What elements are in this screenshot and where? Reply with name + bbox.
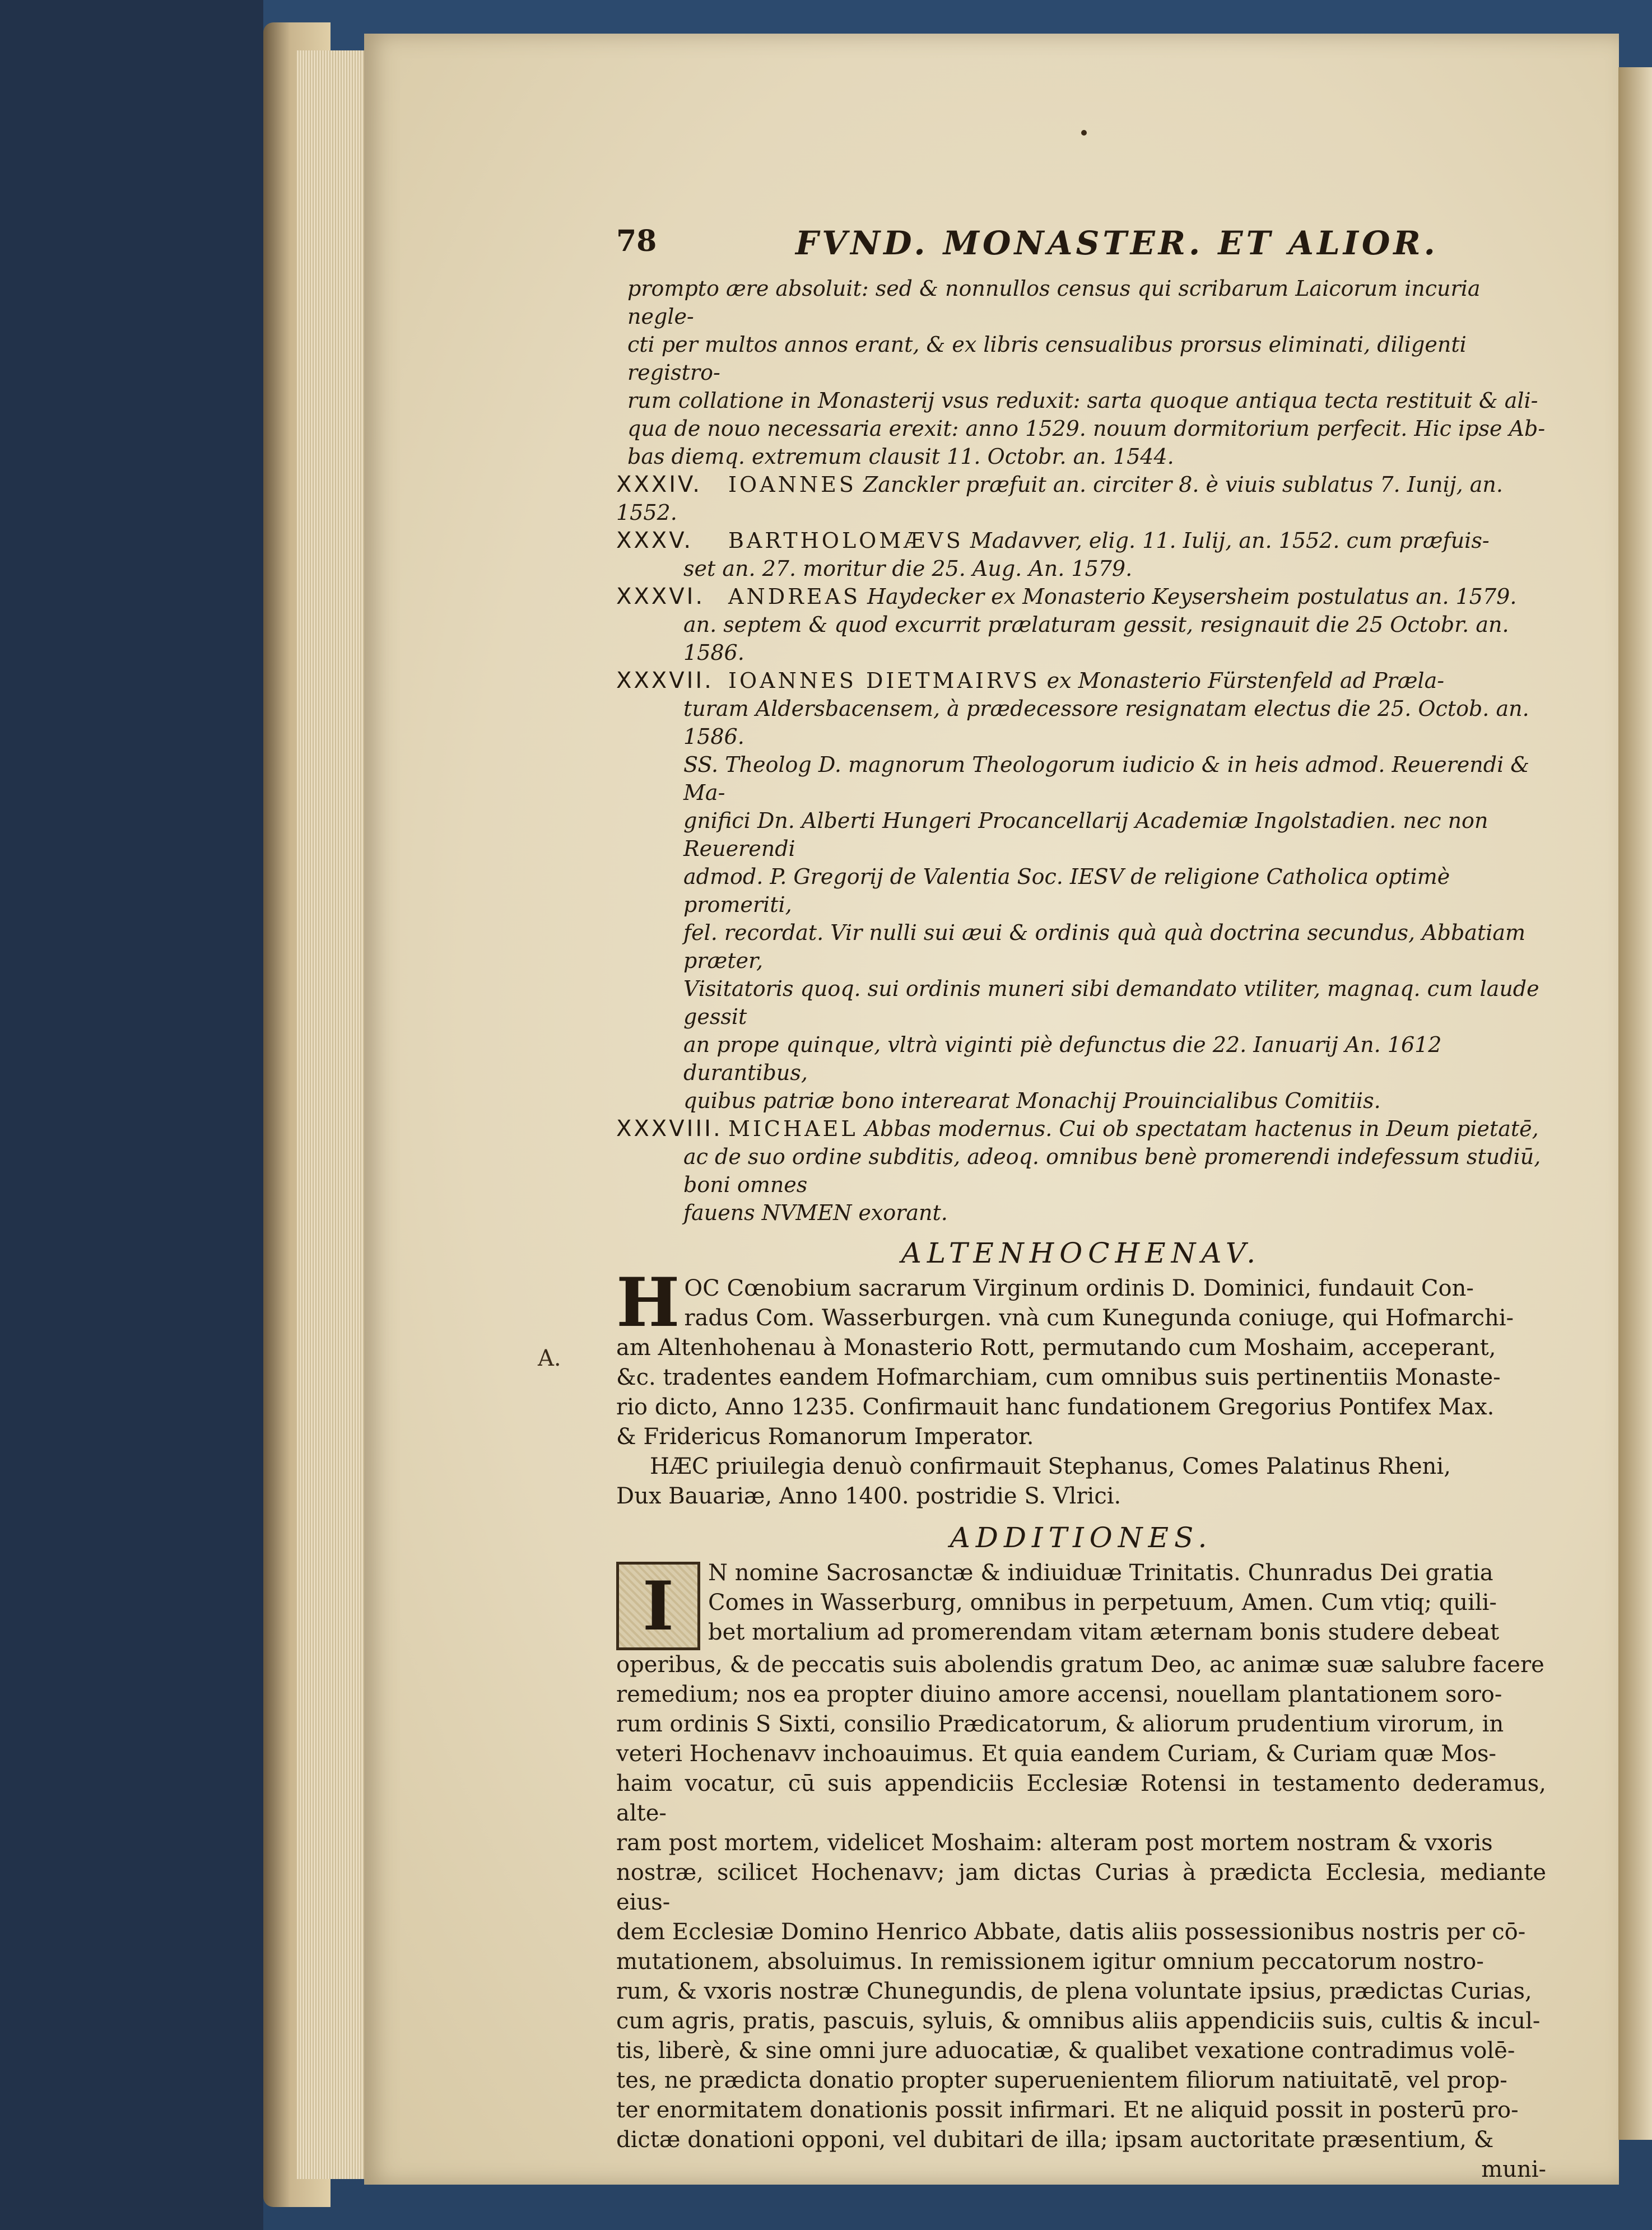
abbot-numeral: XXXVIII. [616,1116,723,1142]
text-line: am Altenhohenau à Monasterio Rott, permutando cum Moshaim, acceperant, [616,1335,1496,1361]
page-number: 78 [616,224,657,258]
text-line: tes, ne prædicta donatio propter superuenientem filiorum natiuitatē, vel prop- [616,2068,1507,2093]
text-line: haim vocatur, cū suis appendiciis Ecclesiæ Rotensi in testamento dederamus, alte- [616,1771,1546,1826]
text-line: Haydecker ex Monasterio Keysersheim postulatus an. 1579. [867,584,1517,609]
abbot-name: IOANNES [728,472,857,497]
left-cover-block [0,0,263,2230]
text-line: HÆC priuilegia denuò confirmauit Stephanus, Comes Palatinus Rheni, [650,1454,1451,1479]
ornamental-initial: I [616,1562,700,1650]
text-line: ter enormitatem donationis possit infirmari. Et ne aliquid possit in posterū pro- [616,2097,1519,2123]
text-line: fauens NVMEN exorant. [683,1200,948,1225]
abbot-entry [616,471,1546,527]
text-line: fel. recordat. Vir nulli sui æui & ordinis quà quà doctrina secundus, Abbatiam præter, [683,920,1526,973]
text-line: ex Monasterio Fürstenfeld ad Præla- [1046,668,1445,693]
abbot-entry [616,1115,1546,1227]
text-line: mutationem, absoluimus. In remissionem igitur omnium peccatorum nostro- [616,1949,1484,1975]
text-line: gnifici Dn. Alberti Hungeri Procancellarij Academiæ Ingolstadien. nec non Reuerendi [683,808,1488,861]
section-body [616,1263,1546,1511]
abbot-numeral: XXXVII. [616,668,714,693]
text-line: dem Ecclesiæ Domino Henrico Abbate, datis aliis possessionibus nostris per cō- [616,1919,1526,1945]
drop-cap: H [616,1263,680,1342]
text-line: cum agris, pratis, pascuis, syluis, & omnibus aliis appendiciis suis, cultis & incul- [616,2008,1541,2034]
text-line: remedium; nos ea propter diuino amore accensi, nouellam plantationem soro- [616,1682,1502,1707]
text-line: ram post mortem, videlicet Moshaim: alteram post mortem nostram & vxoris [616,1830,1493,1856]
text-line: ac de suo ordine subditis, adeoq. omnibus benè promerendi indefessum studiū, boni omnes [683,1144,1541,1197]
text-line: operibus, & de peccatis suis abolendis gratum Deo, ac animæ suæ salubre facere [616,1652,1544,1678]
text-line: cti per multos annos erant, & ex libris censualibus prorsus eliminati, diligenti registro- [627,332,1467,385]
text-line: an prope quinque, vltrà viginti piè defunctus die 22. Ianuarij An. 1612 durantibus, [683,1032,1442,1085]
abbot-name: MICHAEL [728,1116,858,1141]
text-line: veteri Hochenavv inchoauimus. Et quia eandem Curiam, & Curiam quæ Mos- [616,1741,1497,1767]
text-line: Dux Bauariæ, Anno 1400. postridie S. Vlrici. [616,1483,1122,1509]
text-line: OC Cœnobium sacrarum Virginum ordinis D. Dominici, fundauit Con- [684,1275,1474,1301]
facing-page-edge [1618,67,1652,2140]
abbot-entry [616,667,1546,1115]
abbot-numeral: XXXVI. [616,584,705,609]
text-line: prompto ære absoluit: sed & nonnullos census qui scribarum Laicorum incuria negle- [627,276,1481,329]
text-line: rum ordinis S Sixti, consilio Prædicatorum, & aliorum prudentium virorum, in [616,1711,1504,1737]
text-line: nostræ, scilicet Hochenavv; jam dictas Curias à prædicta Ecclesia, mediante eius- [616,1860,1546,1915]
text-line: admod. P. Gregorij de Valentia Soc. IESV de religione Catholica optimè promeriti, [683,864,1450,917]
text-line: rum, & vxoris nostræ Chunegundis, de plena voluntate ipsius, prædictas Curias, [616,1978,1532,2004]
text-line: Abbas modernus. Cui ob spectatam hactenus in Deum pietatē, [864,1116,1539,1141]
text-line: tis, liberè, & sine omni jure aduocatiæ, & qualibet vexatione contradimus volē- [616,2038,1515,2064]
abbot-entry [616,527,1546,583]
section-title: ALTENHOCHENAV. [901,1237,1262,1269]
text-line: quibus patriæ bono interearat Monachij Prouincialibus Comitiis. [683,1088,1381,1113]
text-line: & Fridericus Romanorum Imperator. [616,1424,1034,1450]
running-head: FVND. MONASTER. ET ALIOR. [795,224,1439,262]
abbot-name: BARTHOLOMÆVS [728,528,964,553]
text-line: qua de nouo necessaria erexit: anno 1529. nouum dormitorium perfecit. Hic ipse Ab- [627,416,1546,441]
text-line: N nomine Sacrosanctæ & indiuiduæ Trinitatis. Chunradus Dei gratia [708,1560,1493,1586]
abbot-numeral: XXXV. [616,528,694,553]
text-line: rio dicto, Anno 1235. Confirmauit hanc fundationem Gregorius Pontifex Max. [616,1394,1495,1420]
text-line: set an. 27. moritur die 25. Aug. An. 1579. [683,556,1133,581]
page-text-block [616,224,1546,2185]
section-title: ADDITIONES. [950,1521,1213,1554]
page-edges [297,50,370,2179]
abbot-numeral: XXXIV. [616,472,702,497]
text-line: bas diemq. extremum clausit 11. Octobr. an. 1544. [627,444,1174,469]
abbot-name: IOANNES DIETMAIRVS [728,668,1040,693]
text-line: &c. tradentes eandem Hofmarchiam, cum omnibus suis pertinentiis Monaste- [616,1365,1501,1390]
text-line: rum collatione in Monasterij vsus reduxit: sarta quoque antiqua tecta restituit & ali- [627,388,1538,413]
abbot-name: ANDREAS [728,584,860,609]
text-line: turam Aldersbacensem, à prædecessore resignatam electus die 25. Octob. an. 1586. [683,696,1529,749]
text-line: Comes in Wasserburg, omnibus in perpetuum, Amen. Cum vtiq; quili- [708,1590,1497,1616]
text-line: Visitatoris quoq. sui ordinis muneri sibi demandato vtiliter, magnaq. cum laude gessit [683,976,1539,1029]
text-line: Zanckler præfuit an. circiter 8. è viuis sublatus 7. Iunij, an. 1552. [616,472,1503,525]
text-line: an. septem & quod excurrit prælaturam gessit, resignauit die 25 Octobr. an. 1586. [683,612,1509,665]
catchword: muni- [1481,2157,1546,2182]
text-line: radus Com. Wasserburgen. vnà cum Kunegunda coniuge, qui Hofmarchi- [684,1305,1514,1331]
text-line: Madavver, elig. 11. Iulij, an. 1552. cum præfuis- [970,528,1490,553]
text-line: bet mortalium ad promerendam vitam æternam bonis studere debeat [708,1619,1500,1645]
text-line: dictæ donationi opponi, vel dubitari de illa; ipsam auctoritate præsentium, & [616,2127,1494,2153]
opening-paragraph [616,274,1546,471]
section-body [616,1558,1546,2185]
ink-dot [1081,130,1087,136]
margin-letter: A. [538,1346,561,1371]
page-header [616,224,1546,274]
abbot-entry [616,583,1546,667]
text-line: SS. Theolog D. magnorum Theologorum iudicio & in heis admod. Reuerendi & Ma- [683,752,1530,805]
